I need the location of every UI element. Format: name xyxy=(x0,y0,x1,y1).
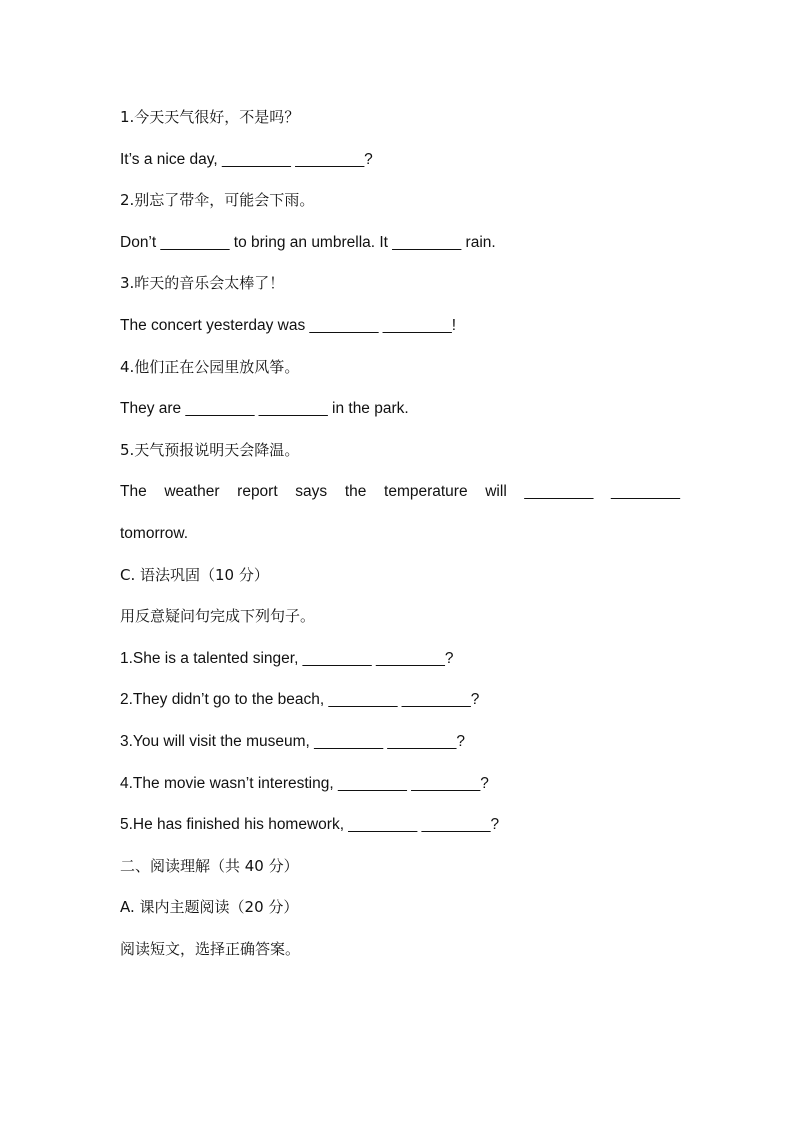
question-5-english-continued: tomorrow. xyxy=(120,524,189,542)
q5-word: The xyxy=(120,483,147,501)
q5-word: says xyxy=(295,483,328,501)
q5-word: weather xyxy=(164,483,220,501)
q5-word: temperature xyxy=(384,483,468,501)
tag-question-3: 3.You will visit the museum, ________ ________? xyxy=(120,732,465,750)
part-2-heading: 二、阅读理解（共 40 分） xyxy=(120,856,299,875)
tag-question-1: 1.She is a talented singer, ________ ________? xyxy=(120,649,454,667)
question-2-chinese: 2.别忘了带伞，可能会下雨。 xyxy=(120,191,315,210)
question-5-chinese: 5.天气预报说明天会降温。 xyxy=(120,440,300,459)
section-a-heading: A. 课内主题阅读（20 分） xyxy=(120,898,299,917)
question-3-english: The concert yesterday was ________ ________! xyxy=(120,316,457,334)
q5-blank: ________ xyxy=(524,483,594,501)
reading-instruction: 阅读短文，选择正确答案。 xyxy=(120,939,301,958)
worksheet-page xyxy=(120,97,680,970)
question-1-chinese: 1.今天天气很好，不是吗？ xyxy=(120,108,300,126)
q5-blank: ________ xyxy=(611,483,680,501)
tag-question-5: 5.He has finished his homework, ________ ________? xyxy=(120,816,500,834)
q5-word: the xyxy=(344,483,367,501)
question-1-english: It’s a nice day, ________ ________? xyxy=(120,150,373,168)
question-3-chinese: 3.昨天的音乐会太棒了！ xyxy=(120,274,285,293)
section-c-heading: C. 语法巩固（10 分） xyxy=(120,565,269,584)
tag-question-4: 4.The movie wasn’t interesting, ________ ________? xyxy=(120,774,489,792)
tag-question-2: 2.They didn’t go to the beach, ________ ________? xyxy=(120,691,480,709)
question-5-english xyxy=(120,471,680,513)
question-2-english: Don’t ________ to bring an umbrella. It ________ rain. xyxy=(120,233,496,251)
question-4-chinese: 4.他们正在公园里放风筝。 xyxy=(120,357,300,376)
section-c-instruction: 用反意疑问句完成下列句子。 xyxy=(120,607,316,626)
q5-word: report xyxy=(237,483,278,501)
question-4-english: They are ________ ________ in the park. xyxy=(120,400,409,418)
q5-word: will xyxy=(485,483,507,501)
